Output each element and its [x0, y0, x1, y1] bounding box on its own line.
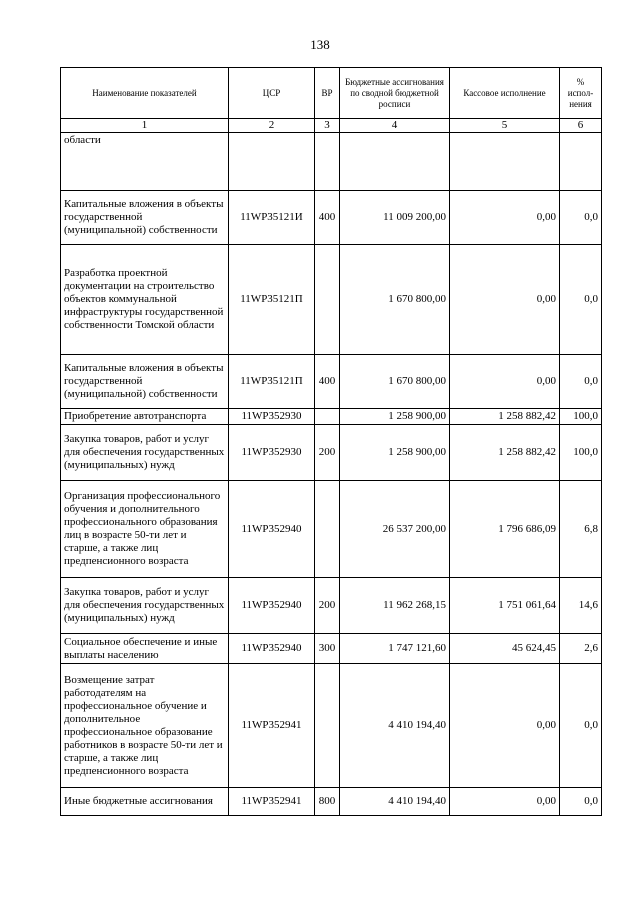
row-csr: 11WP352941 — [229, 788, 315, 816]
row-cash: 45 624,45 — [450, 634, 560, 664]
row-name: Капитальные вложения в объекты государственной (муниципальной) собственности — [61, 355, 229, 409]
column-number: 2 — [229, 119, 315, 133]
header-csr: ЦСР — [229, 68, 315, 119]
row-budget — [340, 133, 450, 191]
row-budget: 1 670 800,00 — [340, 355, 450, 409]
row-cash: 1 258 882,42 — [450, 409, 560, 425]
row-vr — [315, 664, 340, 788]
row-percent: 0,0 — [560, 191, 602, 245]
table-row — [61, 245, 602, 355]
row-name: Капитальные вложения в объекты государственной (муниципальной) собственности — [61, 191, 229, 245]
row-vr: 300 — [315, 634, 340, 664]
row-budget: 1 258 900,00 — [340, 425, 450, 481]
row-percent: 100,0 — [560, 425, 602, 481]
row-csr: 11WP35121П — [229, 245, 315, 355]
table-row — [61, 409, 602, 425]
row-budget: 4 410 194,40 — [340, 788, 450, 816]
header-name: Наименование показателей — [61, 68, 229, 119]
row-csr: 11WP352930 — [229, 409, 315, 425]
row-vr — [315, 481, 340, 578]
table-header-row — [61, 68, 602, 119]
row-budget: 4 410 194,40 — [340, 664, 450, 788]
row-percent — [560, 133, 602, 191]
table-row — [61, 355, 602, 409]
header-cash: Кассовое исполнение — [450, 68, 560, 119]
column-number: 5 — [450, 119, 560, 133]
table-row — [61, 191, 602, 245]
row-csr: 11WP352941 — [229, 664, 315, 788]
column-number: 3 — [315, 119, 340, 133]
row-cash: 0,00 — [450, 245, 560, 355]
row-vr — [315, 245, 340, 355]
table-row — [61, 664, 602, 788]
table-row — [61, 133, 602, 191]
header-vr: ВР — [315, 68, 340, 119]
header-budget: Бюджетные ассигнования по сводной бюджетной росписи — [340, 68, 450, 119]
row-percent: 2,6 — [560, 634, 602, 664]
row-name: Закупка товаров, работ и услуг для обеспечения государственных (муниципальных) нужд — [61, 578, 229, 634]
row-vr — [315, 409, 340, 425]
row-vr: 200 — [315, 425, 340, 481]
row-percent: 0,0 — [560, 788, 602, 816]
row-cash: 1 796 686,09 — [450, 481, 560, 578]
row-name: Организация профессионального обучения и дополнительного профессионального образования лиц в возрасте 50-ти лет и старше, а также лиц предпенсионного возраста — [61, 481, 229, 578]
row-budget: 1 747 121,60 — [340, 634, 450, 664]
header-percent: % испол-нения — [560, 68, 602, 119]
row-percent: 0,0 — [560, 245, 602, 355]
column-number: 6 — [560, 119, 602, 133]
row-vr: 400 — [315, 191, 340, 245]
row-name: Социальное обеспечение и иные выплаты населению — [61, 634, 229, 664]
row-csr: 11WP352940 — [229, 481, 315, 578]
row-name: области — [61, 133, 229, 191]
column-number-row — [61, 119, 602, 133]
row-percent: 100,0 — [560, 409, 602, 425]
row-vr: 400 — [315, 355, 340, 409]
row-vr: 200 — [315, 578, 340, 634]
row-name: Иные бюджетные ассигнования — [61, 788, 229, 816]
row-name: Закупка товаров, работ и услуг для обеспечения государственных (муниципальных) нужд — [61, 425, 229, 481]
row-cash — [450, 133, 560, 191]
budget-table — [60, 67, 602, 816]
row-vr: 800 — [315, 788, 340, 816]
row-budget: 26 537 200,00 — [340, 481, 450, 578]
row-cash: 0,00 — [450, 664, 560, 788]
row-cash: 0,00 — [450, 191, 560, 245]
row-percent: 0,0 — [560, 355, 602, 409]
row-budget: 11 009 200,00 — [340, 191, 450, 245]
row-csr: 11WP35121И — [229, 191, 315, 245]
column-number: 4 — [340, 119, 450, 133]
row-percent: 14,6 — [560, 578, 602, 634]
table-row — [61, 634, 602, 664]
row-name: Разработка проектной документации на строительство объектов коммунальной инфраструктуры государственной собственности Томской области — [61, 245, 229, 355]
row-percent: 6,8 — [560, 481, 602, 578]
row-vr — [315, 133, 340, 191]
row-budget: 1 258 900,00 — [340, 409, 450, 425]
row-csr — [229, 133, 315, 191]
table-row — [61, 788, 602, 816]
row-name: Приобретение автотранспорта — [61, 409, 229, 425]
row-cash: 0,00 — [450, 355, 560, 409]
table-row — [61, 425, 602, 481]
row-csr: 11WP35121П — [229, 355, 315, 409]
row-csr: 11WP352930 — [229, 425, 315, 481]
row-budget: 1 670 800,00 — [340, 245, 450, 355]
row-cash: 1 751 061,64 — [450, 578, 560, 634]
table-row — [61, 481, 602, 578]
row-cash: 1 258 882,42 — [450, 425, 560, 481]
row-name: Возмещение затрат работодателям на профессиональное обучение и дополнительное профессиональное образование работников в возрасте 50-ти лет и старше, а также лиц предпенсионного возраста — [61, 664, 229, 788]
row-cash: 0,00 — [450, 788, 560, 816]
row-budget: 11 962 268,15 — [340, 578, 450, 634]
row-percent: 0,0 — [560, 664, 602, 788]
column-number: 1 — [61, 119, 229, 133]
row-csr: 11WP352940 — [229, 634, 315, 664]
page-number: 138 — [310, 37, 330, 52]
table-row — [61, 578, 602, 634]
row-csr: 11WP352940 — [229, 578, 315, 634]
